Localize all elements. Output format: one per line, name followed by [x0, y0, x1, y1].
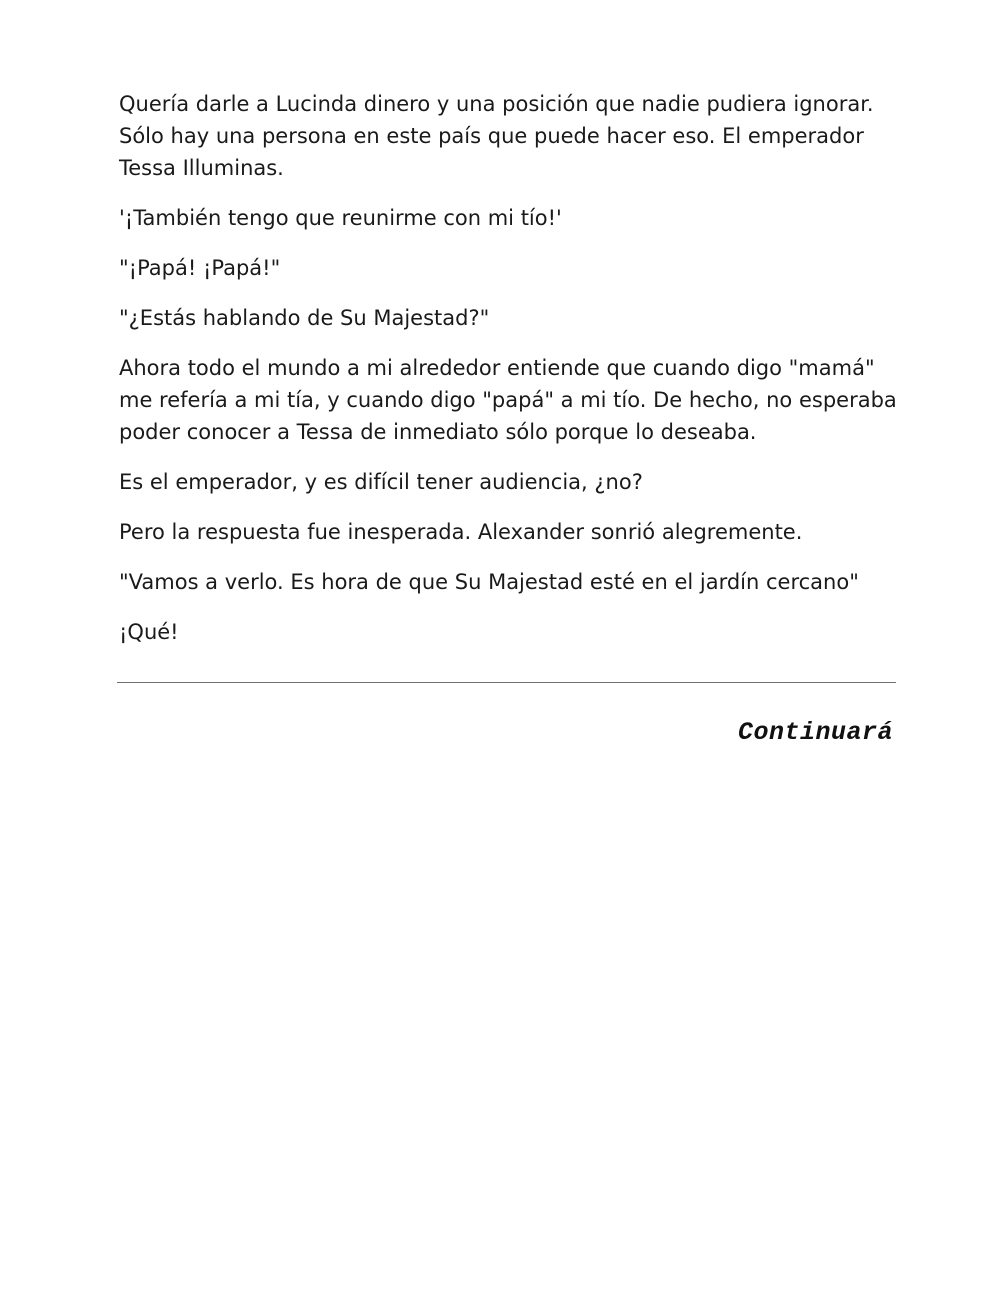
horizontal-divider [117, 682, 896, 683]
paragraph: Es el emperador, y es difícil tener audiencia, ¿no? [119, 470, 643, 494]
continue-label: Continuará [737, 718, 893, 747]
paragraph: "¡Papá! ¡Papá!" [119, 256, 281, 280]
paragraph: '¡También tengo que reunirme con mi tío!' [119, 206, 562, 230]
body-text [119, 88, 899, 666]
paragraph: "¿Estás hablando de Su Majestad?" [119, 306, 490, 330]
paragraph: Quería darle a Lucinda dinero y una posición que nadie pudiera ignorar. Sólo hay una persona en este país que puede hacer eso. El emperador Tessa Illuminas. [119, 92, 874, 180]
paragraph: Pero la respuesta fue inesperada. Alexander sonrió alegremente. [119, 520, 803, 544]
paragraph: Ahora todo el mundo a mi alrededor entiende que cuando digo "mamá" me refería a mi tía, y cuando digo "papá" a mi tío. De hecho, no esperaba poder conocer a Tessa de inmediato sólo porque lo deseaba. [119, 356, 897, 444]
paragraph: ¡Qué! [119, 620, 179, 644]
paragraph: "Vamos a verlo. Es hora de que Su Majestad esté en el jardín cercano" [119, 570, 859, 594]
